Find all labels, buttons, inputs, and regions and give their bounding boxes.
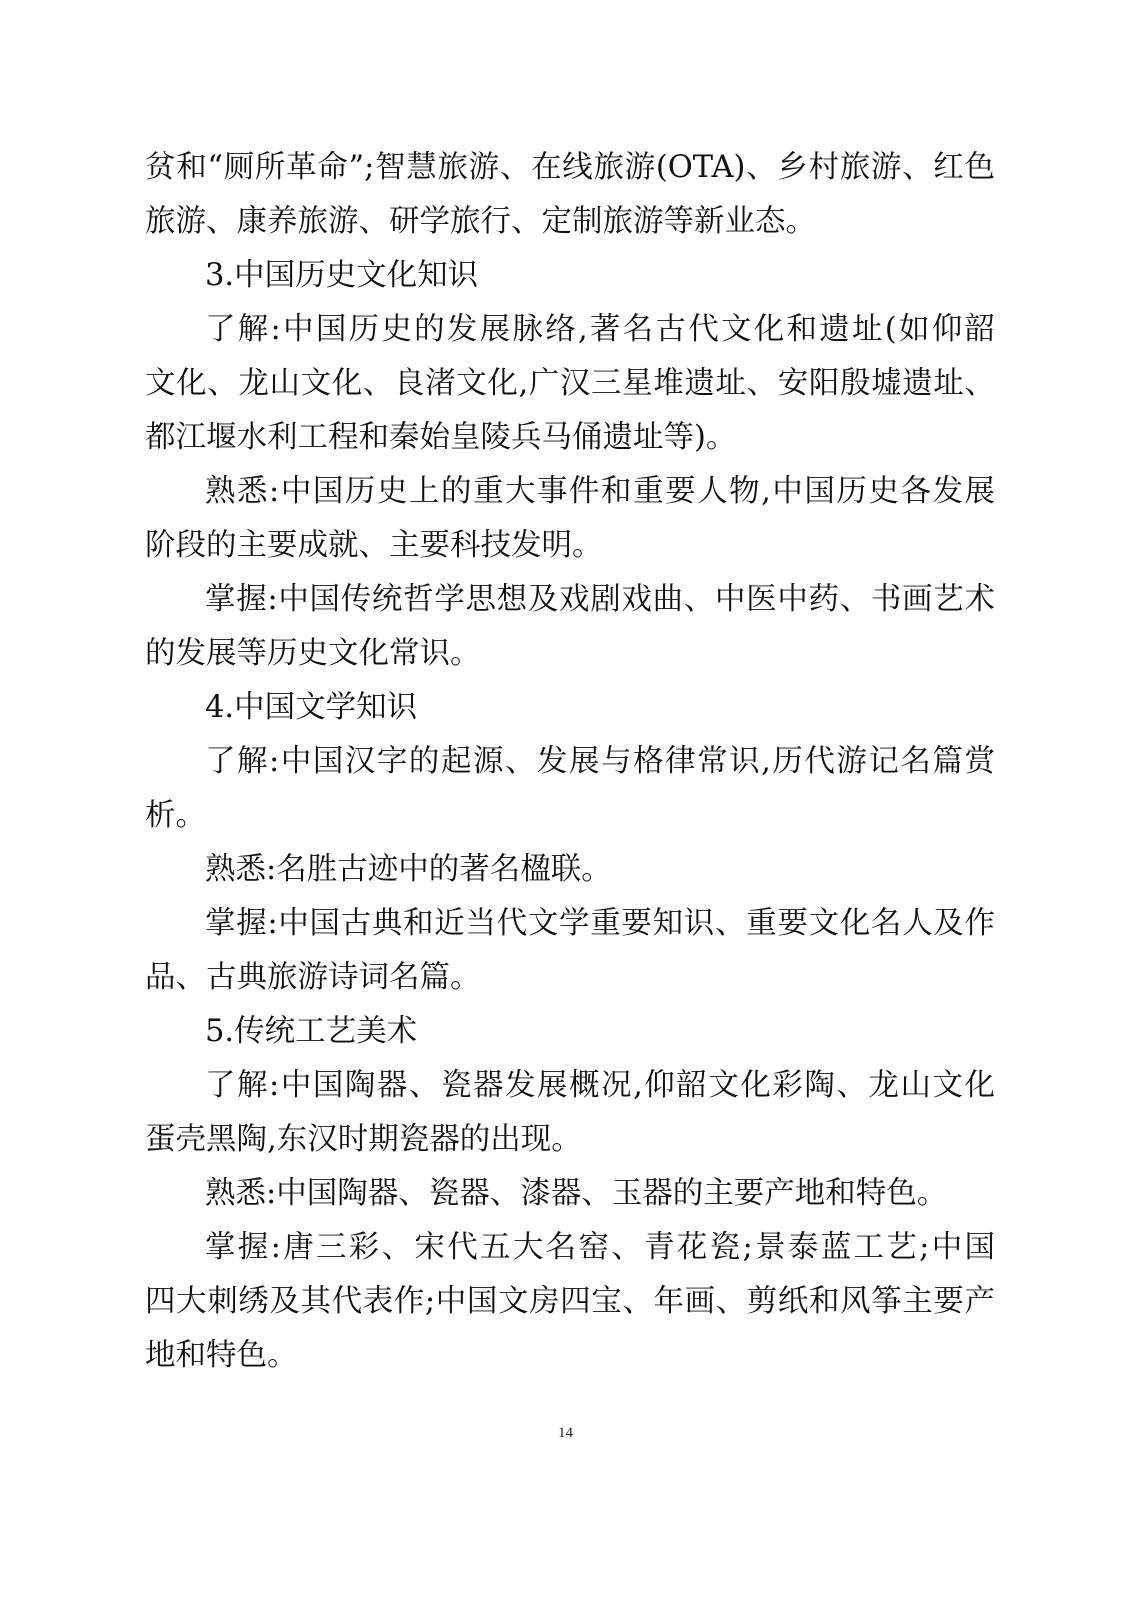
paragraph-line: 掌握:中国古典和近当代文学重要知识、重要文化名人及作 (205, 906, 995, 941)
paragraph-line: 文化、龙山文化、良渚文化,广汉三星堆遗址、安阳殷墟遗址、 (145, 366, 995, 401)
paragraph-line: 蛋壳黑陶,东汉时期瓷器的出现。 (145, 1122, 582, 1157)
paragraph-line: 阶段的主要成就、主要科技发明。 (145, 528, 603, 563)
paragraph-line: 品、古典旅游诗词名篇。 (145, 960, 481, 995)
paragraph-line: 都江堰水利工程和秦始皇陵兵马俑遗址等)。 (145, 420, 737, 455)
paragraph-line: 了解:中国陶器、瓷器发展概况,仰韶文化彩陶、龙山文化 (205, 1068, 995, 1103)
paragraph-line: 了解:中国汉字的起源、发展与格律常识,历代游记名篇赏 (205, 744, 995, 779)
section-heading: 4.中国文学知识 (205, 690, 418, 725)
paragraph-line: 四大刺绣及其代表作;中国文房四宝、年画、剪纸和风筝主要产 (145, 1284, 995, 1319)
paragraph-line: 旅游、康养旅游、研学旅行、定制旅游等新业态。 (145, 204, 816, 239)
paragraph-line: 熟悉:中国陶器、瓷器、漆器、玉器的主要产地和特色。 (205, 1176, 948, 1211)
section-heading: 5.传统工艺美术 (205, 1014, 418, 1049)
paragraph-line: 掌握:唐三彩、宋代五大名窑、青花瓷;景泰蓝工艺;中国 (205, 1230, 995, 1265)
paragraph-line: 析。 (145, 798, 206, 833)
page-number: 14 (558, 1425, 573, 1441)
paragraph-line: 地和特色。 (145, 1338, 298, 1373)
document-body (145, 141, 995, 1383)
section-heading: 3.中国历史文化知识 (205, 258, 479, 293)
paragraph-line: 的发展等历史文化常识。 (145, 636, 481, 671)
paragraph-line: 贫和“厕所革命”;智慧旅游、在线旅游(OTA)、乡村旅游、红色 (145, 150, 995, 185)
paragraph-line: 熟悉:名胜古迹中的著名楹联。 (205, 852, 612, 887)
paragraph-line: 掌握:中国传统哲学思想及戏剧戏曲、中医中药、书画艺术 (205, 582, 995, 617)
paragraph-line: 了解:中国历史的发展脉络,著名古代文化和遗址(如仰韶 (205, 312, 995, 347)
paragraph-line: 熟悉:中国历史上的重大事件和重要人物,中国历史各发展 (205, 474, 995, 509)
